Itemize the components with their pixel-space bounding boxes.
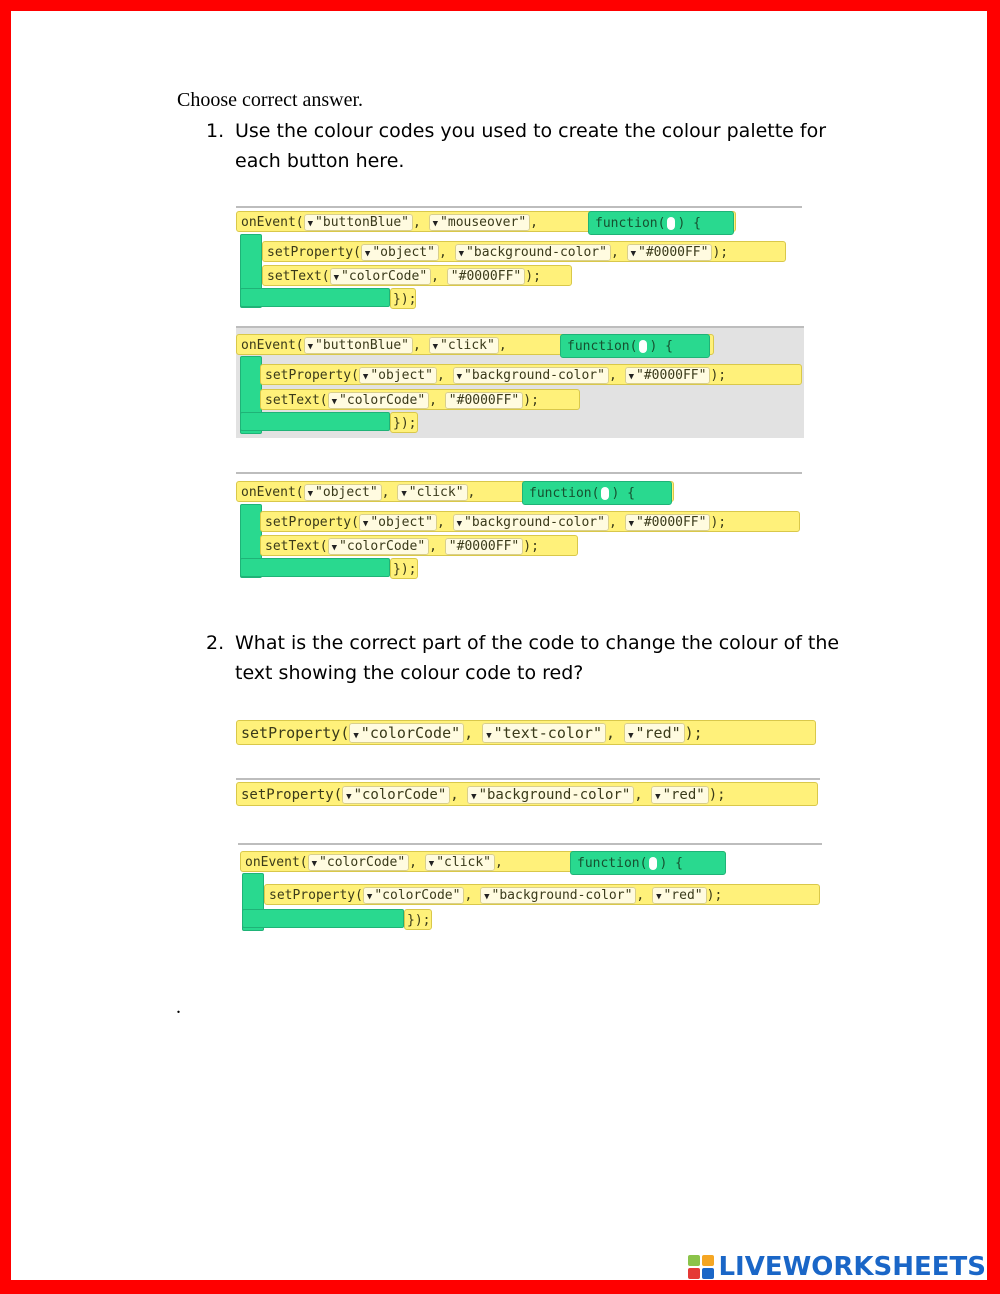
setproperty-line: setProperty( ▼ "colorCode" , ▼ "background-color" , ▼ "red" ); (236, 782, 818, 806)
settext-line: setText( ▼ "colorCode" , "#0000FF" ); (260, 535, 578, 556)
liveworksheets-logo (688, 1254, 986, 1280)
question-number: 2. (206, 632, 225, 654)
q2-option-b[interactable] (236, 778, 820, 808)
setproperty-line: setProperty( ▼ "object" , ▼ "background-color" , ▼ "#0000FF" ); (260, 364, 802, 385)
function-close-bar (240, 558, 390, 577)
q1-option-b[interactable] (236, 326, 804, 438)
logo-block (688, 1255, 700, 1266)
setproperty-line: setProperty( ▼ "object" , ▼ "background-color" , ▼ "#0000FF" ); (262, 241, 786, 262)
onevent-line: onEvent( ▼ "colorCode" , ▼ "click" , (240, 851, 726, 872)
q2-option-a[interactable] (236, 718, 818, 748)
q1-option-a[interactable] (236, 206, 802, 312)
onevent-line: onEvent( ▼ "object" , ▼ "click" , (236, 481, 674, 502)
function-block: function( ) { (570, 851, 726, 875)
instruction-text: Choose correct answer. (177, 89, 364, 111)
function-close-bar (240, 288, 390, 307)
logo-block (688, 1268, 700, 1279)
logo-block (702, 1268, 714, 1279)
logo-blocks-icon (688, 1255, 714, 1279)
question-text: Use the colour codes you used to create the colour palette for each button here. (235, 120, 827, 172)
trailing-dot: . (176, 996, 181, 1018)
q1-option-c[interactable] (236, 472, 802, 582)
close-line: }); (390, 558, 418, 579)
function-block: function( ) { (560, 334, 710, 358)
setproperty-line: setProperty( ▼ "object" , ▼ "background-color" , ▼ "#0000FF" ); (260, 511, 800, 532)
function-close-bar (242, 909, 404, 928)
setproperty-line: setProperty( ▼ "colorCode" , ▼ "text-color" , ▼ "red" ); (236, 720, 816, 745)
question-text: What is the correct part of the code to change the colour of the text showing the colour code to red? (235, 632, 840, 684)
close-line: }); (404, 909, 432, 930)
function-close-bar (240, 412, 390, 431)
close-line: }); (390, 412, 418, 433)
logo-block (702, 1255, 714, 1266)
function-block: function( ) { (522, 481, 672, 505)
function-block: function( ) { (588, 211, 734, 235)
onevent-line: onEvent( ▼ "buttonBlue" , ▼ "mouseover" , (236, 211, 736, 232)
question-number: 1. (206, 120, 225, 142)
q2-option-c[interactable] (238, 843, 822, 935)
onevent-line: onEvent( ▼ "buttonBlue" , ▼ "click" , (236, 334, 714, 355)
settext-line: setText( ▼ "colorCode" , "#0000FF" ); (260, 389, 580, 410)
settext-line: setText( ▼ "colorCode" , "#0000FF" ); (262, 265, 572, 286)
logo-text: LIVEWORKSHEETS (718, 1252, 986, 1282)
close-line: }); (390, 288, 416, 309)
setproperty-line: setProperty( ▼ "colorCode" , ▼ "background-color" , ▼ "red" ); (264, 884, 820, 905)
